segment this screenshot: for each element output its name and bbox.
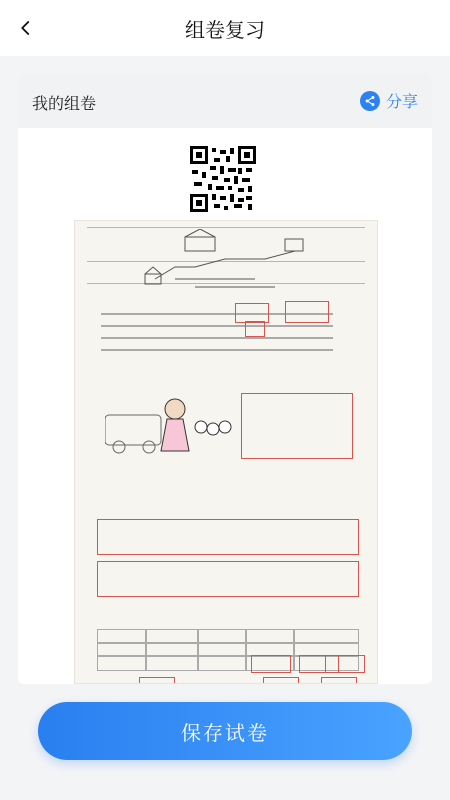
- save-paper-button[interactable]: 保存试卷: [38, 702, 412, 760]
- share-label: 分享: [385, 92, 418, 111]
- museum-illustration: [105, 381, 235, 471]
- paper-card: [18, 74, 432, 684]
- route-diagram: [135, 229, 335, 309]
- worksheet-image: [74, 220, 378, 684]
- card-title: 我的组卷: [32, 94, 97, 113]
- qr-code-icon: [190, 146, 256, 212]
- card-header: [18, 74, 432, 128]
- share-button[interactable]: [360, 89, 418, 112]
- top-bar: [0, 0, 450, 56]
- page-title: 组卷复习: [185, 18, 265, 42]
- share-icon: [360, 91, 380, 111]
